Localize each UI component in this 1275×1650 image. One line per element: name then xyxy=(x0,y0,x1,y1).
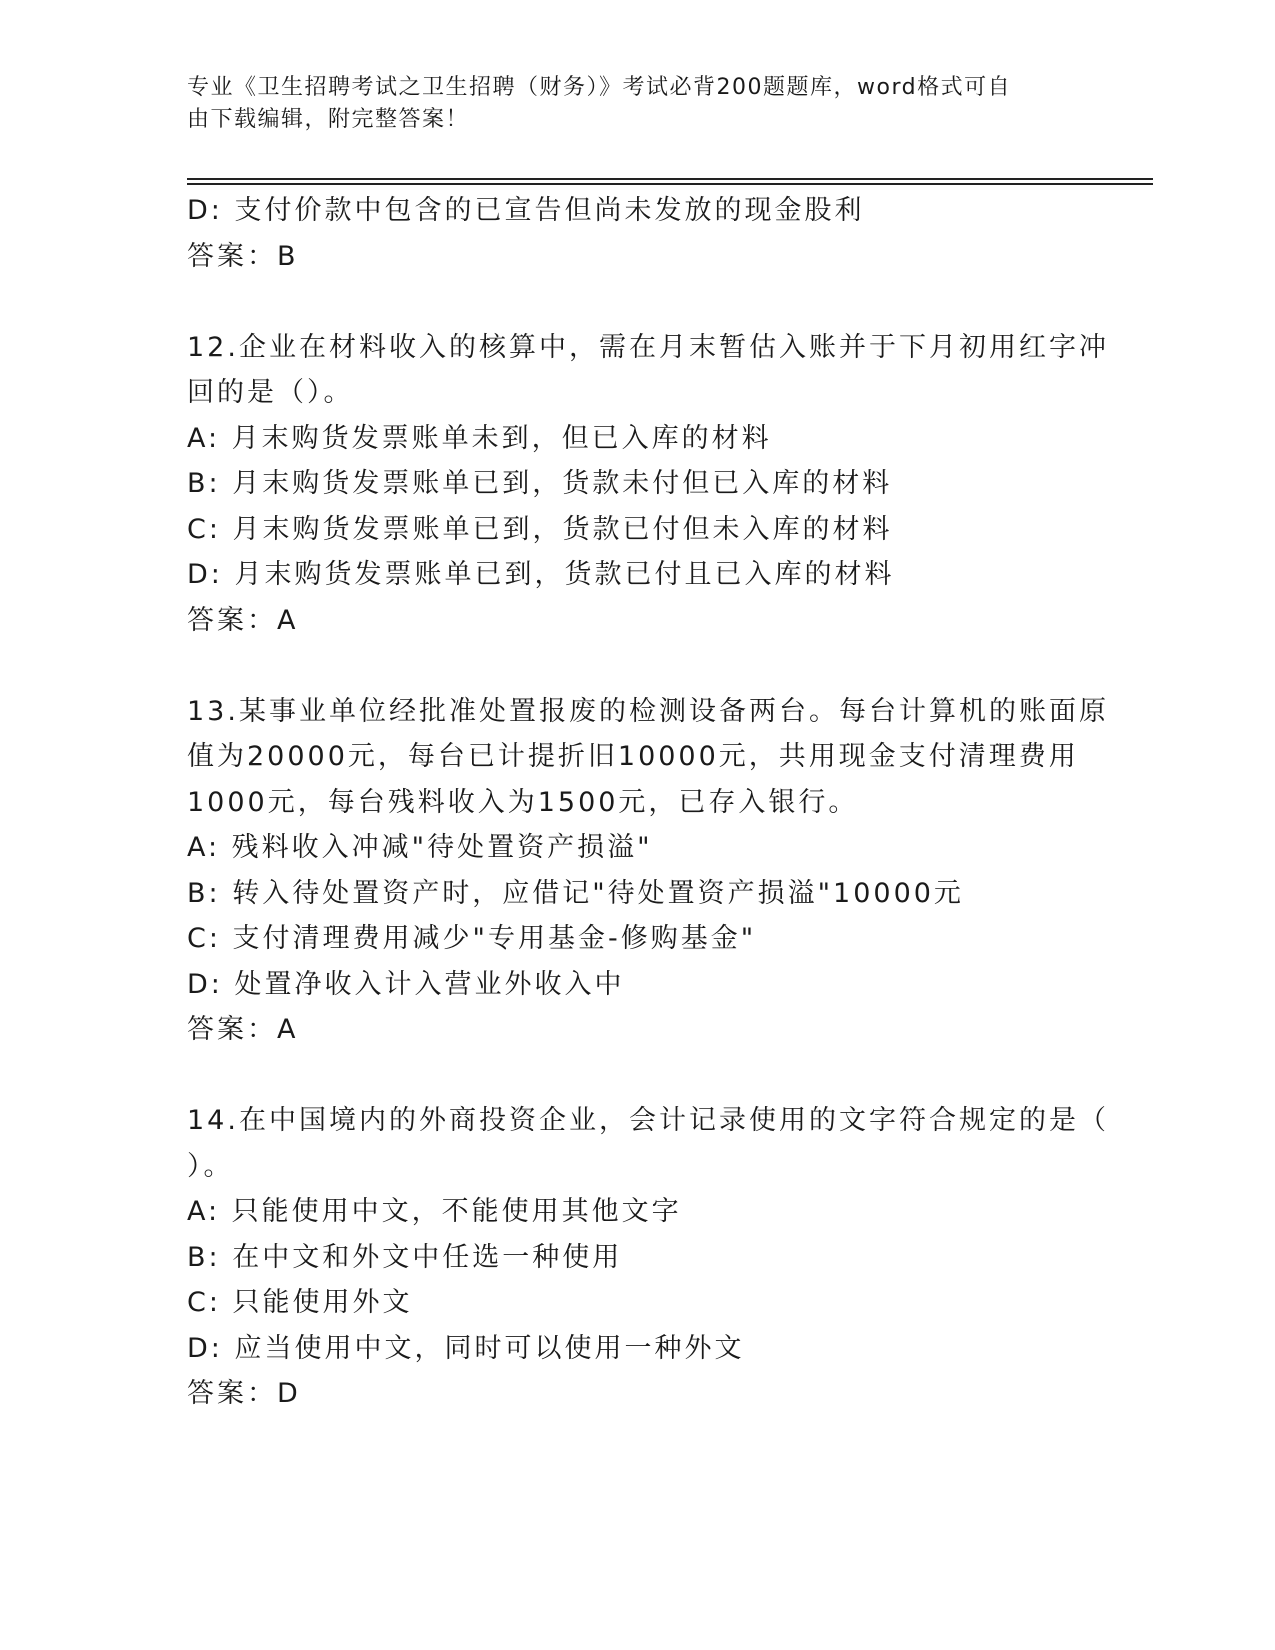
answer: 答案：A xyxy=(187,1014,299,1045)
question-12 xyxy=(187,325,1109,644)
spacer xyxy=(187,279,1087,325)
answer: 答案：A xyxy=(187,604,299,636)
option-b: B: 月末购货发票账单已到，货款未付但已入库的材料 xyxy=(187,468,893,499)
question-14 xyxy=(187,1098,1109,1417)
prev-answer: 答案：B xyxy=(187,240,299,272)
question-list xyxy=(187,188,1109,1417)
spacer xyxy=(187,643,1087,689)
question-13 xyxy=(187,689,1109,1053)
question-text: 回的是（）。 xyxy=(187,377,354,408)
option-c: C: 支付清理费用减少"专用基金-修购基金" xyxy=(187,923,757,954)
question-text: 1000元，每台残料收入为1500元，已存入银行。 xyxy=(187,786,859,818)
option-c: C: 月末购货发票账单已到，货款已付但未入库的材料 xyxy=(187,513,893,545)
spacer xyxy=(187,1053,1087,1099)
question-text: 12.企业在材料收入的核算中，需在月末暂估入账并于下月初用红字冲 xyxy=(187,331,1109,363)
question-text: ）。 xyxy=(187,1150,234,1182)
option-b: B: 在中文和外文中任选一种使用 xyxy=(187,1241,623,1273)
header-divider-bottom xyxy=(187,183,1153,185)
option-a: A: 月末购货发票账单未到，但已入库的材料 xyxy=(187,422,772,454)
option-b: B: 转入待处置资产时，应借记"待处置资产损溢"10000元 xyxy=(187,877,964,909)
option-d: D: 应当使用中文，同时可以使用一种外文 xyxy=(187,1332,745,1364)
option-c: C: 只能使用外文 xyxy=(187,1287,413,1318)
answer: 答案：D xyxy=(187,1378,301,1409)
prev-option-d: D: 支付价款中包含的已宣告但尚未发放的现金股利 xyxy=(187,195,865,226)
option-a: A: 只能使用中文，不能使用其他文字 xyxy=(187,1196,682,1227)
document-header xyxy=(187,72,1087,136)
header-line-1: 专业《卫生招聘考试之卫生招聘（财务）》考试必背200题题库，word格式可自 xyxy=(187,75,1012,100)
option-d: D: 处置净收入计入营业外收入中 xyxy=(187,968,625,1000)
question-text: 值为20000元，每台已计提折旧10000元，共用现金支付清理费用 xyxy=(187,741,1079,772)
header-divider-top xyxy=(187,178,1153,180)
question-text: 13.某事业单位经批准处置报废的检测设备两台。每台计算机的账面原 xyxy=(187,695,1109,727)
header-line-2: 由下载编辑，附完整答案！ xyxy=(187,107,470,132)
question-text: 14.在中国境内的外商投资企业，会计记录使用的文字符合规定的是（ xyxy=(187,1105,1109,1136)
option-a: A: 残料收入冲减"待处置资产损溢" xyxy=(187,832,653,863)
option-d: D: 月末购货发票账单已到，货款已付且已入库的材料 xyxy=(187,559,895,590)
